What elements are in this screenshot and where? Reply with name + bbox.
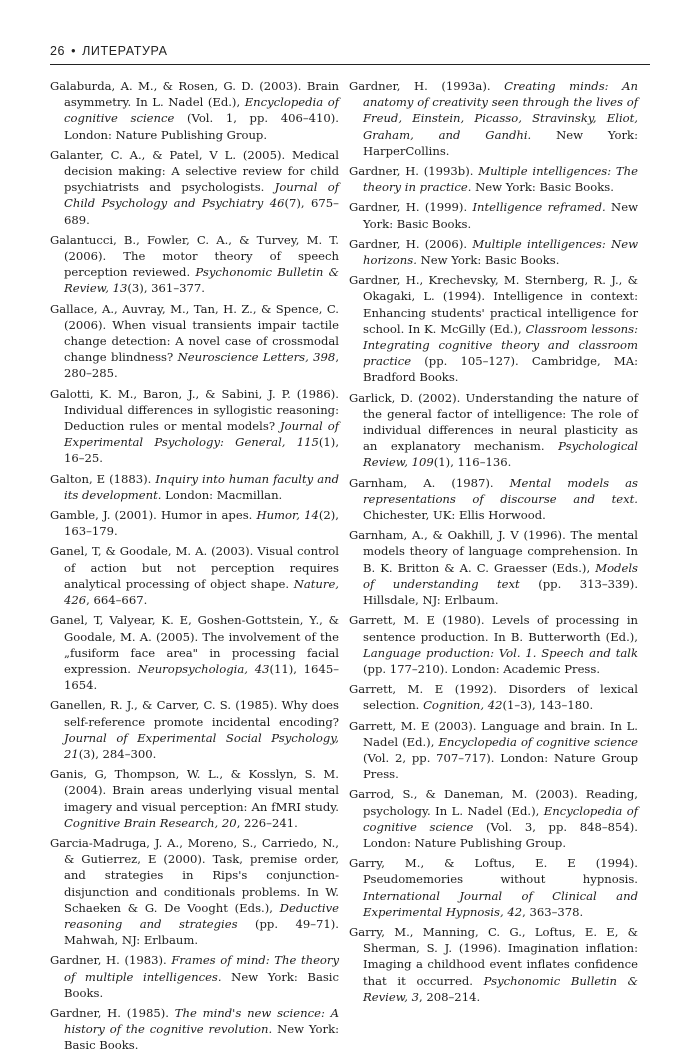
reference-entry: [349, 163, 638, 195]
reference-text: London: Macmillan.: [161, 487, 283, 502]
reference-text: (Vol. 3, pp. 848–854). London: Nature Publishing Group.: [363, 819, 638, 850]
reference-title: Intelligence reframed.: [472, 200, 606, 215]
reference-text: New York: Basic Books.: [471, 180, 614, 195]
reference-title: Neuropsychologia, 43: [137, 661, 270, 676]
reference-text: , 664–667.: [86, 593, 148, 608]
reference-entry: [50, 507, 339, 539]
reference-entry: [349, 924, 638, 1005]
reference-text: Garry, M., Manning, C. G., Loftus, E. E, & Sherman, S. J. (1996). Imagination inflation: Imaging a childhood event inflates confidence that it occurred.: [349, 924, 638, 988]
reference-entry: [349, 475, 638, 524]
reference-text: Garcia-Madruga, J. A., Moreno, S., Carriedo, N., & Gutierrez, E (2000). Task, premise order, and strategies in Rips's conjunction-disjunction and conditionals problems. In W. Schaeken & G. De Vooght (Eds.),: [50, 835, 339, 915]
reference-text: New York: Basic Books.: [416, 253, 560, 268]
reference-text: (Vol. 1, pp. 406–410). London: Nature Publishing Group.: [64, 111, 339, 142]
reference-title: Journal of Experimental Social Psychology, 21: [64, 730, 339, 761]
header-separator: •: [71, 44, 77, 58]
reference-text: New York: HarperCollins.: [363, 127, 638, 158]
reference-text: (3), 361–377.: [127, 281, 205, 296]
reference-text: Ganel, T, Valyear, K. E, Goshen-Gottstein, Y., & Goodale, M. A. (2005). The involvement of the „fusiform face area" in processing facial expression.: [50, 613, 339, 676]
reference-text: Gardner, H. (1993b).: [349, 164, 479, 179]
reference-title: Language production: Vol. 1. Speech and talk: [363, 645, 638, 660]
reference-text: (7), 675–689.: [64, 196, 339, 227]
reference-title: Deductive reasoning and strategies: [64, 900, 339, 931]
reference-text: Galantucci, B., Fowler, C. A., & Turvey, M. T. (2006). The motor theory of speech perception reviewed.: [50, 232, 339, 280]
reference-text: Garry, M., & Loftus, E. E (1994). Pseudomemories without hypnosis.: [349, 856, 638, 887]
reference-entry: [349, 681, 638, 713]
reference-text: Ganellen, R. J., & Carver, C. S. (1985). Why does self-reference promote incidental encoding?: [50, 698, 339, 729]
reference-text: Ganel, T, & Goodale, M. A. (2003). Visual control of action but not perception requires analytical processing of object shape.: [50, 544, 339, 591]
reference-text: , 363–378.: [522, 904, 584, 919]
reference-title: Classroom lessons: Integrating cognitive theory and classroom practice: [363, 321, 639, 369]
reference-text: Gardner, H. (1983).: [50, 953, 172, 968]
reference-title: Psychonomic Bulletin & Review, 3: [363, 973, 638, 1004]
reference-text: Galotti, K. M., Baron, J., & Sabini, J. P. (1986). Individual differences in syllogistic reasoning: Deduction rules or mental models?: [50, 386, 339, 434]
reference-title: Frames of mind: The theory of multiple intelligences.: [64, 953, 340, 984]
right-column-references: [349, 78, 638, 1009]
reference-text: Gardner, H. (1993a).: [349, 79, 505, 93]
reference-entry: [50, 147, 339, 228]
reference-text: , 280–285.: [64, 350, 339, 381]
reference-entry: [50, 232, 339, 297]
reference-text: (11), 1645–1654.: [64, 661, 339, 693]
reference-title: Neuroscience Letters, 398: [177, 350, 336, 365]
reference-text: Chichester, UK: Ellis Horwood.: [363, 508, 546, 523]
reference-title: Nature, 426: [64, 576, 339, 608]
reference-entry: [50, 612, 339, 693]
reference-entry: [50, 386, 339, 467]
reference-entry: [349, 718, 638, 783]
reference-title: Inquiry into human faculty and its development.: [64, 471, 339, 502]
reference-entry: [50, 1005, 339, 1054]
reference-text: (2), 163–179.: [64, 508, 339, 539]
reference-entry: [50, 471, 339, 503]
reference-text: Gamble, J. (2001). Humor in apes.: [50, 508, 257, 523]
reference-text: New York: Basic Books.: [64, 1022, 339, 1053]
reference-text: Galton, E (1883).: [50, 471, 156, 486]
reference-text: (Vol. 2, pp. 707–717). London: Nature Group Press.: [363, 750, 638, 782]
reference-text: (1–3), 143–180.: [502, 698, 594, 713]
reference-title: Journal of Experimental Psychology: General, 115: [64, 419, 340, 450]
reference-title: Cognition, 42: [423, 698, 503, 713]
reference-title: Models of understanding text: [363, 560, 638, 591]
reference-text: Gardner, H. (1999).: [349, 200, 473, 215]
reference-text: (3), 284–300.: [78, 746, 157, 761]
reference-title: Humor, 14: [256, 508, 319, 523]
reference-text: Gallace, A., Auvray, M., Tan, H. Z., & Spence, C. (2006). When visual transients impair tactile change detection: A novel case of crossmodal change blindness?: [50, 301, 339, 365]
reference-title: Psychonomic Bulletin & Review, 13: [64, 265, 339, 296]
reference-text: Garrett, M. E (1992). Disorders of lexical selection.: [349, 682, 638, 713]
reference-text: New York: Basic Books.: [64, 969, 340, 1000]
reference-entry: [349, 855, 638, 920]
reference-title: Cognitive Brain Research, 20: [64, 815, 237, 830]
reference-text: (pp. 105–127). Cambridge, MA: Bradford Books.: [363, 354, 638, 385]
reference-title: Creating minds: An anatomy of creativity seen through the lives of Freud, Einstein, Picasso, Stravinsky, Eliot, Graham, and Gandhi.: [363, 79, 638, 142]
reference-entry: [349, 527, 638, 608]
reference-text: New York: Basic Books.: [363, 200, 638, 231]
reference-entry: [50, 952, 339, 1001]
reference-entry: [349, 78, 638, 159]
reference-text: Garnham, A., & Oakhill, J. V (1996). The mental models theory of language comprehension. In B. K. Britton & A. C. Graesser (Eds.),: [349, 528, 638, 575]
reference-text: Galanter, C. A., & Patel, V L. (2005). Medical decision making: A selective review for child psychiatrists and psychologists.: [50, 147, 339, 195]
reference-text: , 226–241.: [236, 815, 298, 830]
running-head: [50, 44, 168, 58]
reference-title: Psychological Review, 109: [363, 439, 638, 470]
reference-entry: [50, 301, 339, 382]
reference-text: Galaburda, A. M., & Rosen, G. D. (2003). Brain asymmetry. In L. Nadel (Ed.),: [50, 79, 339, 110]
reference-text: Garrett, M. E (1980). Levels of processing in sentence production. In B. Butterworth (Ed.),: [349, 613, 638, 644]
reference-title: Encyclopedia of cognitive science: [363, 803, 638, 834]
reference-title: Multiple intelligences: New horizons.: [363, 236, 638, 268]
reference-entry: [349, 236, 638, 268]
reference-text: (pp. 177–210). London: Academic Press.: [363, 661, 601, 676]
reference-entry: [50, 543, 339, 608]
reference-entry: [349, 199, 638, 231]
reference-title: Journal of Child Psychology and Psychiatry 46: [64, 180, 339, 211]
reference-text: (1), 16–25.: [64, 435, 339, 466]
reference-text: Garnham, A. (1987).: [349, 475, 510, 490]
reference-entry: [349, 272, 638, 385]
header-rule: [50, 64, 650, 65]
reference-title: Mental models as representations of discourse and text.: [363, 475, 639, 506]
reference-title: Encyclopedia of cognitive science: [64, 95, 339, 126]
reference-title: Multiple intelligences: The theory in practice.: [363, 164, 638, 195]
reference-title: The mind's new science: A history of the cognitive revolution.: [64, 1005, 339, 1037]
section-title: ЛИТЕРАТУРА: [82, 44, 168, 58]
reference-text: Garrett, M. E (2003). Language and brain. In L. Nadel (Ed.),: [349, 718, 638, 749]
reference-entry: [50, 78, 339, 143]
reference-text: Garlick, D. (2002). Understanding the nature of the general factor of intelligence: The role of individual differences in neural plasticity as an explanatory mechanism.: [349, 390, 638, 454]
reference-text: , 208–214.: [419, 989, 481, 1004]
reference-entry: [349, 786, 638, 851]
reference-text: Gardner, H. (2006).: [349, 236, 473, 251]
reference-title: Encyclopedia of cognitive science: [438, 734, 638, 749]
reference-text: (pp. 313–339). Hillsdale, NJ: Erlbaum.: [363, 576, 638, 608]
reference-entry: [50, 835, 339, 948]
reference-entry: [50, 766, 339, 831]
reference-entry: [50, 697, 339, 762]
reference-text: (pp. 49–71). Mahwah, NJ: Erlbaum.: [64, 916, 339, 948]
reference-text: (1), 116–136.: [433, 455, 512, 470]
left-column-references: [50, 78, 339, 1058]
page-number: 26: [50, 44, 66, 58]
reference-text: Garrod, S., & Daneman, M. (2003). Reading, psychology. In L. Nadel (Ed.),: [349, 787, 638, 818]
reference-title: International Journal of Clinical and Experimental Hypnosis, 42: [363, 888, 638, 919]
reference-text: Gardner, H. (1985).: [50, 1005, 175, 1020]
reference-entry: [349, 390, 638, 471]
reference-text: Gardner, H., Krechevsky, M. Sternberg, R. J., & Okagaki, L. (1994). Intelligence in context: Enhancing students' practical intelligence for school. In K. McGilly (Ed.),: [349, 273, 638, 336]
reference-text: Ganis, G, Thompson, W. L., & Kosslyn, S. M. (2004). Brain areas underlying visual mental imagery and visual perception: An fMRI study.: [50, 767, 339, 814]
reference-entry: [349, 612, 638, 677]
